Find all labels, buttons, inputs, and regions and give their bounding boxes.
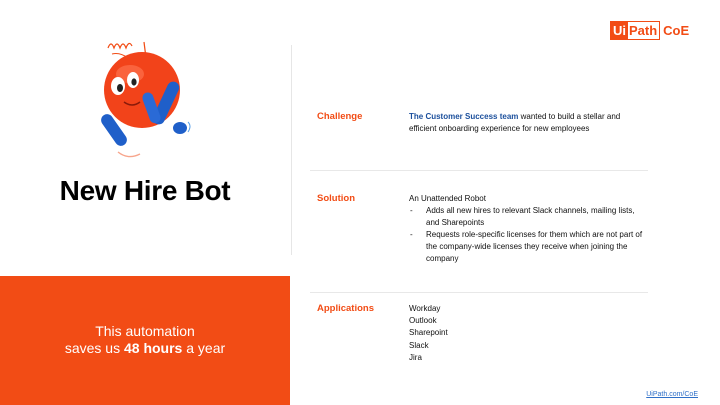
list-item: Sharepoint (409, 328, 448, 338)
section-divider (310, 292, 648, 293)
savings-line-2 (0, 340, 290, 357)
list-item: - Adds all new hires to relevant Slack channels, mailing lists, and Sharepoints (409, 205, 649, 229)
list-item: Workday (409, 304, 441, 313)
robot-mascot-icon (78, 28, 198, 168)
uipath-coe-logo (610, 20, 689, 40)
solution-content (409, 193, 649, 265)
page-title: New Hire Bot (59, 175, 231, 206)
challenge-body: wanted to build a stellar and efficient onboarding experience for new employees (409, 112, 621, 133)
logo-path: Path (629, 22, 658, 38)
solution-list (409, 205, 649, 265)
savings-post: a year (182, 340, 226, 356)
savings-text (0, 323, 290, 357)
savings-highlight: 48 hours (123, 340, 183, 356)
list-item: Slack (409, 340, 429, 350)
coe-footer-link[interactable]: UiPath.com/CoE (646, 391, 698, 398)
uipath-logo-box (610, 21, 660, 40)
logo-ui: Ui (613, 22, 626, 38)
list-item: Outlook (409, 316, 437, 326)
challenge-text (409, 111, 649, 135)
savings-line-1: This automation (95, 323, 195, 339)
savings-panel (0, 276, 290, 405)
savings-pre: saves us (64, 340, 124, 356)
solution-label: Solution (317, 193, 355, 204)
challenge-accent: The Customer Success team (409, 112, 519, 121)
applications-list (409, 303, 649, 364)
section-divider (310, 170, 648, 171)
vertical-divider (291, 45, 292, 255)
applications-label: Applications (317, 303, 375, 314)
solution-intro: An Unattended Robot (409, 194, 486, 203)
list-item: - Requests role-specific licenses for them which are not part of the company-wide licenses they receive when joining the company (409, 229, 649, 265)
logo-coe: CoE (663, 22, 690, 38)
challenge-label: Challenge (317, 111, 363, 122)
list-item: Jira (409, 352, 422, 362)
